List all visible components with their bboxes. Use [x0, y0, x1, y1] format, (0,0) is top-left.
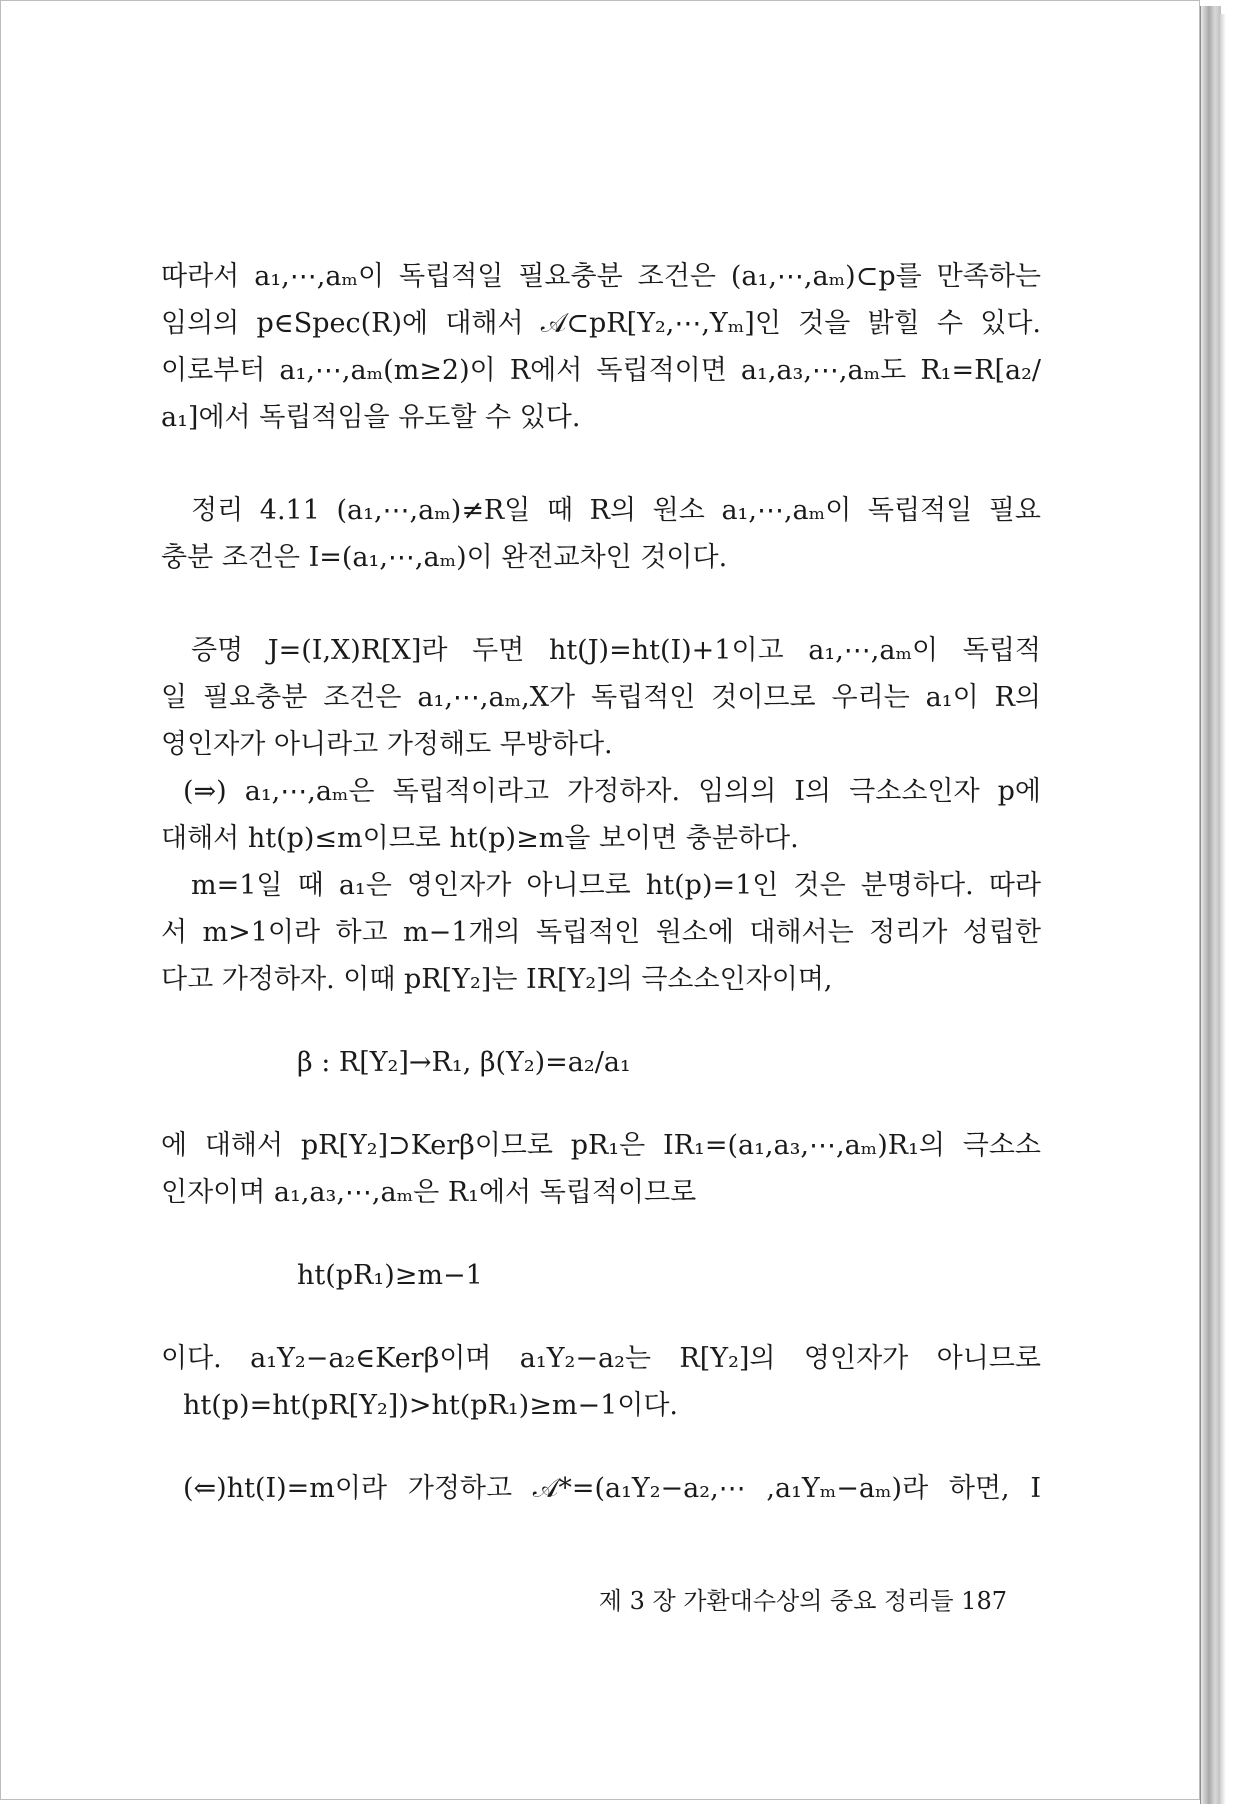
- proof-line: 이다. a₁Y₂−a₂∈Kerβ이며 a₁Y₂−a₂는 R[Y₂]의 영인자가 아니므로: [161, 1343, 1041, 1374]
- proof-line: 일 필요충분 조건은 a₁,⋯,aₘ,X가 독립적인 것이므로 우리는 a₁이 R의: [161, 682, 1041, 713]
- proof-line: 대해서 ht(p)≤m이므로 ht(p)≥m을 보이면 충분하다.: [161, 823, 799, 854]
- proof-line: 영인자가 아니라고 가정해도 무방하다.: [161, 729, 613, 760]
- proof-line: m=1일 때 a₁은 영인자가 아니므로 ht(p)=1인 것은 분명하다. 따라: [191, 870, 1041, 901]
- proof-line: (⇒) a₁,⋯,aₘ은 독립적이라고 가정하자. 임의의 I의 극소소인자 p에: [183, 776, 1041, 807]
- proof-line: 에 대해서 pR[Y₂]⊃Kerβ이므로 pR₁은 IR₁=(a₁,a₃,⋯,aₘ)R₁의 극소소: [161, 1130, 1041, 1161]
- display-equation: ht(pR₁)≥m−1: [297, 1260, 483, 1291]
- text-line: 임의의 p∈Spec(R)에 대해서 𝒜⊂pR[Y₂,⋯,Yₘ]인 것을 밝힐 수 있다.: [161, 308, 1041, 339]
- proof-line: 서 m>1이라 하고 m−1개의 독립적인 원소에 대해서는 정리가 성립한: [161, 917, 1041, 948]
- text-line: 따라서 a₁,⋯,aₘ이 독립적일 필요충분 조건은 (a₁,⋯,aₘ)⊂p를 만족하는: [161, 261, 1041, 292]
- display-equation: β : R[Y₂]→R₁, β(Y₂)=a₂/a₁: [297, 1047, 631, 1078]
- text-line: a₁]에서 독립적임을 유도할 수 있다.: [161, 402, 581, 433]
- page-stack-edge: [1200, 6, 1221, 1804]
- proof-line: (⇐)ht(I)=m이라 가정하고 𝒜*=(a₁Y₂−a₂,⋯ ,a₁Yₘ−aₘ)라 하면, I: [183, 1473, 1041, 1504]
- proof-line: 다고 가정하자. 이때 pR[Y₂]는 IR[Y₂]의 극소소인자이며,: [161, 964, 833, 995]
- proof-line: ht(p)=ht(pR[Y₂])>ht(pR₁)≥m−1이다.: [183, 1390, 678, 1421]
- proof-line: 증명 J=(I,X)R[X]라 두면 ht(J)=ht(I)+1이고 a₁,⋯,aₘ이 독립적: [191, 635, 1041, 666]
- theorem-statement: 충분 조건은 I=(a₁,⋯,aₘ)이 완전교차인 것이다.: [161, 542, 728, 573]
- page-body: [161, 253, 1041, 1512]
- theorem-statement: 정리 4.11 (a₁,⋯,aₘ)≠R일 때 R의 원소 a₁,⋯,aₘ이 독립적일 필요: [191, 495, 1041, 526]
- running-footer: 제 3 장 가환대수상의 중요 정리들 187: [598, 1587, 1007, 1615]
- page-shadow: [1220, 14, 1226, 1804]
- proof-line: 인자이며 a₁,a₃,⋯,aₘ은 R₁에서 독립적이므로: [161, 1177, 697, 1208]
- text-line: 이로부터 a₁,⋯,aₘ(m≥2)이 R에서 독립적이면 a₁,a₃,⋯,aₘ도 R₁=R[a₂/: [161, 355, 1041, 386]
